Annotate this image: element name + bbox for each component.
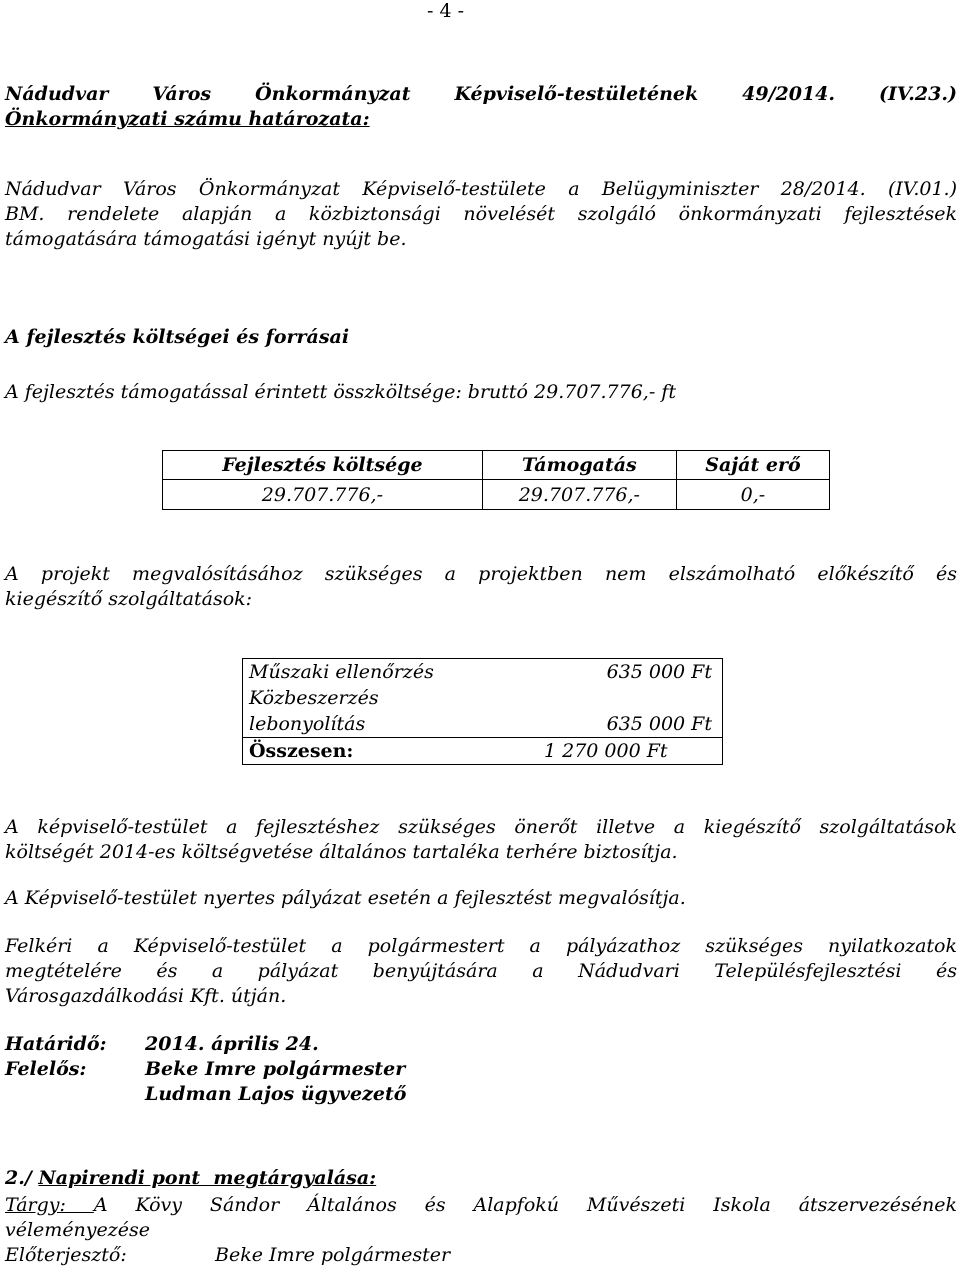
table-row	[243, 738, 723, 765]
agenda-presenter-label: Előterjesztő:	[5, 1244, 127, 1266]
agenda-heading-text: Napirendi pont megtárgyalása:	[38, 1167, 377, 1189]
resolution-title-line1: Nádudvar Város Önkormányzat Képviselő-testületének 49/2014. (IV.23.)	[5, 83, 957, 105]
agenda-subject-label: Tárgy:	[5, 1194, 94, 1216]
cost-table-header-row	[163, 451, 830, 480]
table-row	[243, 685, 723, 738]
resolution-title-line2: Önkormányzati számu határozata:	[5, 108, 370, 130]
costs-heading: A fejlesztés költségei és forrásai	[5, 326, 350, 348]
responsible-label: Felelős:	[5, 1058, 87, 1080]
agenda-subject-text: A Kövy Sándor Általános és Alapfokú Művészeti Iskola átszervezésének	[93, 1194, 957, 1216]
cost-table	[162, 450, 830, 510]
cost-table-cell: 29.707.776,-	[482, 480, 676, 510]
funding-line1: A képviselő-testület a fejlesztéshez szükséges önerőt illetve a kiegészítő szolgáltatások	[5, 816, 957, 838]
services-table	[242, 658, 723, 765]
services-total-label: Összesen:	[243, 738, 461, 765]
services-label: Műszaki ellenőrzés	[243, 659, 461, 686]
responsible-value-2: Ludman Lajos ügyvezető	[145, 1083, 407, 1105]
deadline-value: 2014. április 24.	[145, 1033, 319, 1055]
request-line3: Városgazdálkodási Kft. útján.	[5, 985, 287, 1007]
services-total-value: 1 270 000 Ft	[460, 738, 723, 765]
responsible-value-1: Beke Imre polgármester	[145, 1058, 406, 1080]
services-intro-line1: A projekt megvalósításához szükséges a projektben nem elszámolható előkészítő és	[5, 563, 957, 585]
intro-line1: Nádudvar Város Önkormányzat Képviselő-testülete a Belügyminiszter 28/2014. (IV.01.)	[5, 178, 957, 200]
request-line2: megtételére és a pályázat benyújtására a Nádudvari Településfejlesztési és	[5, 960, 957, 982]
cost-table-header: Saját erő	[676, 451, 829, 480]
total-cost-line: A fejlesztés támogatással érintett összköltsége: bruttó 29.707.776,- ft	[5, 381, 676, 403]
cost-table-cell: 0,-	[676, 480, 829, 510]
intro-line2: BM. rendelete alapján a közbiztonsági növelését szolgáló önkormányzati fejlesztések	[5, 203, 957, 225]
cost-table-header: Támogatás	[482, 451, 676, 480]
agenda-number: 2./	[5, 1167, 32, 1189]
intro-line3: támogatására támogatási igényt nyújt be.	[5, 228, 407, 250]
agenda-subject-line2: véleményezése	[5, 1219, 151, 1241]
agenda-subject-line1	[5, 1192, 957, 1218]
services-value: 635 000 Ft	[460, 659, 723, 686]
deadline-label: Határidő:	[5, 1033, 107, 1055]
table-row	[243, 659, 723, 686]
funding-line2: költségét 2014-es költségvetése általános tartaléka terhére biztosítja.	[5, 841, 678, 863]
agenda-heading	[5, 1165, 376, 1191]
services-intro-line2: kiegészítő szolgáltatások:	[5, 588, 253, 610]
services-label: Közbeszerzés lebonyolítás	[243, 685, 461, 738]
page-number: - 4 -	[427, 0, 465, 22]
request-line1: Felkéri a Képviselő-testület a polgármestert a pályázathoz szükséges nyilatkozatok	[5, 935, 957, 957]
cost-table-header: Fejlesztés költsége	[163, 451, 483, 480]
agenda-presenter-value: Beke Imre polgármester	[215, 1244, 451, 1266]
cost-table-cell: 29.707.776,-	[163, 480, 483, 510]
services-value: 635 000 Ft	[460, 685, 723, 738]
winning-paragraph: A Képviselő-testület nyertes pályázat esetén a fejlesztést megvalósítja.	[5, 887, 686, 909]
cost-table-value-row	[163, 480, 830, 510]
